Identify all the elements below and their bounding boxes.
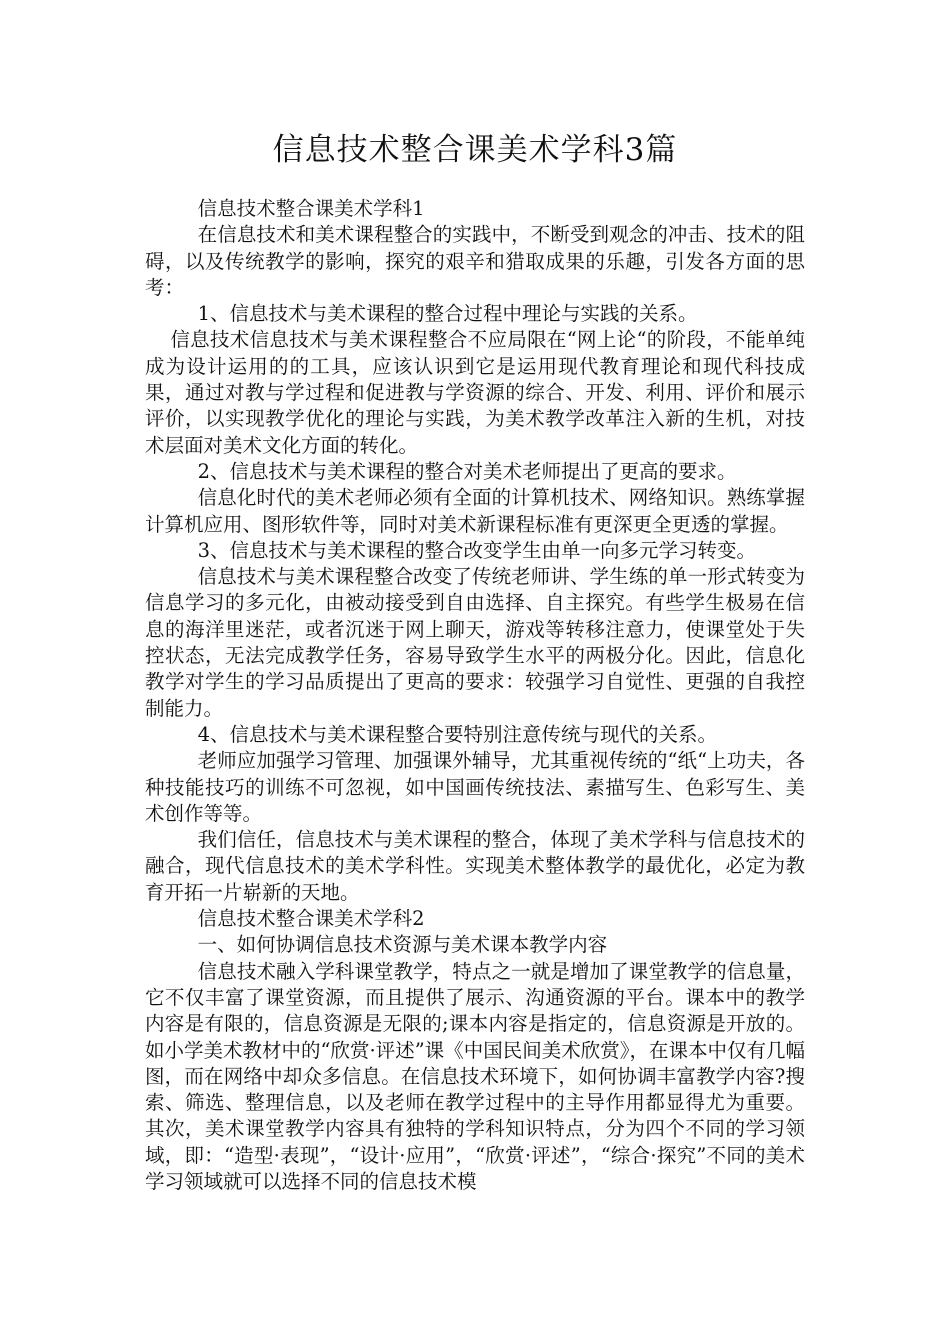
document-title: 信息技术整合课美术学科3篇 (272, 132, 678, 168)
section-heading-2: 信息技术整合课美术学科2 (197, 907, 425, 931)
point-heading-3: 3、信息技术与美术课程的整合改变学生由单一向多元学习转变。 (197, 538, 757, 562)
paragraph-point-3: 信息技术与美术课程整合改变了传统老师讲、学生练的单一形式转变为信息学习的多元化，由被动接受到自由选择、自主探究。有些学生极易在信息的海洋里迷茫，或者沉迷于网上聊天，游戏等转移注意力，使课堂处于失控状态，无法完成教学任务，容易导致学生水平的两极分化。因此，信息化教学对学生的学习品质提出了更高的要求：较强学习自觉性、更强的自我控制能力。 (145, 565, 805, 720)
document-page (145, 0, 805, 1195)
paragraph-intro: 在信息技术和美术课程整合的实践中，不断受到观念的冲击、技术的阻碍，以及传统教学的影响，探究的艰辛和猎取成果的乐趣，引发各方面的思考： (145, 223, 805, 299)
section-heading-1: 信息技术整合课美术学科1 (197, 197, 425, 220)
point-heading-2: 2、信息技术与美术课程的整合对美术老师提出了更高的要求。 (197, 459, 737, 483)
paragraph-conclusion: 我们信任，信息技术与美术课程的整合，体现了美术学科与信息技术的融合，现代信息技术的美术学科性。实现美术整体教学的最优化，必定为教育开拓一片崭新的天地。 (145, 828, 805, 904)
paragraph-point-2: 信息化时代的美术老师必须有全面的计算机技术、网络知识。熟练掌握计算机应用、图形软件等，同时对美术新课程标准有更深更全更透的掌握。 (145, 486, 805, 536)
point-heading-4: 4、信息技术与美术课程整合要特别注意传统与现代的关系。 (197, 722, 718, 746)
point-heading-1: 1、信息技术与美术课程的整合过程中理论与实践的关系。 (197, 302, 698, 326)
paragraph-subsection-1: 信息技术融入学科课堂教学，特点之一就是增加了课堂教学的信息量，它不仅丰富了课堂资源，而且提供了展示、沟通资源的平台。课本中的教学内容是有限的，信息资源是无限的;课本内容是指定的，信息资源是开放的。如小学美术教材中的“欣赏·评述”课《中国民间美术欣赏》，在课本中仅有几幅图，而在网络中却众多信息。在信息技术环境下，如何协调丰富教学内容?搜索、筛选、整理信息，以及老师在教学过程中的主导作用都显得尤为重要。其次，美术课堂教学内容具有独特的学科知识特点，分为四个不同的学习领域，即：“造型·表现”，“设计·应用”，“欣赏·评述”，“综合·探究”不同的美术学习领域就可以选择不同的信息技术模 (145, 959, 805, 1193)
paragraph-point-4: 老师应加强学习管理、加强课外辅导，尤其重视传统的“纸“上功夫，各种技能技巧的训练不可忽视，如中国画传统技法、素描写生、色彩写生、美术创作等等。 (145, 749, 805, 825)
paragraph-point-1: 信息技术信息技术与美术课程整合不应局限在“网上论“的阶段，不能单纯成为设计运用的的工具，应该认识到它是运用现代教育理论和现代科技成果，通过对教与学过程和促进教与学资源的综合、开发、利用、评价和展示评价，以实现教学优化的理论与实践，为美术教学改革注入新的生机，对技术层面对美术文化方面的转化。 (145, 328, 805, 457)
document-body (145, 196, 805, 1195)
subsection-heading-1: 一、如何协调信息技术资源与美术课本教学内容 (197, 933, 608, 957)
